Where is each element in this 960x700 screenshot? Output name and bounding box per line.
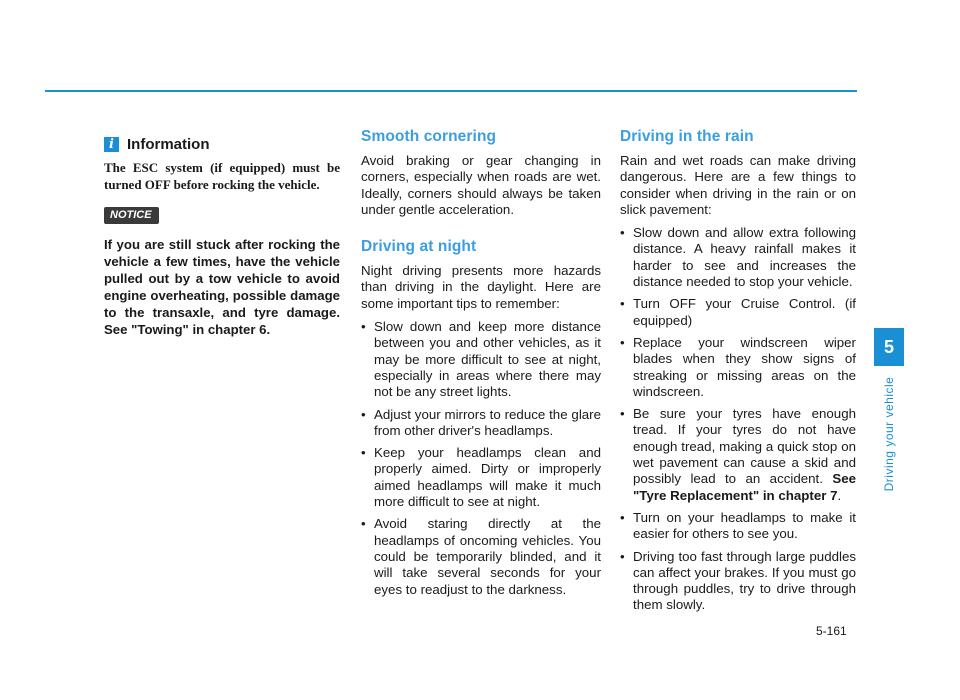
tyre-reference-period: . (837, 487, 842, 503)
smooth-cornering-paragraph: Avoid braking or gear changing in corners, especially when roads are wet. Ideally, corners should always be taken under gentle acceleration. (361, 153, 601, 217)
night-tips-list (361, 319, 601, 598)
notice-badge: NOTICE (104, 207, 159, 224)
notice-text: If you are still stuck after rocking the vehicle a few times, have the vehicle pulled out by a tow vehicle to avoid engine overheating, possible damage to the transaxle, and tyre damage. See "Towing" in chapter 6. (104, 237, 340, 337)
list-item: • Replace your windscreen wiper blades when they show signs of streaking or missing areas on the windscreen. (620, 335, 856, 400)
list-item: • Slow down and keep more distance between you and other vehicles, as it may be more difficult to see at night, especially in areas where there may not be any street lights. (361, 319, 601, 400)
list-item: • Avoid staring directly at the headlamps of oncoming vehicles. You could be temporarily blinded, and it will take several seconds for your eyes to readjust to the darkness. (361, 516, 601, 597)
driving-at-night-heading: Driving at night (361, 238, 477, 256)
rain-tips-list (620, 225, 856, 614)
middle-column (361, 128, 601, 604)
list-item: • Adjust your mirrors to reduce the glare from other driver's headlamps. (361, 407, 601, 440)
list-item: • Slow down and allow extra following distance. A heavy rainfall makes it harder to see and increases the distance needed to stop your vehicle. (620, 225, 856, 290)
chapter-title: Driving your vehicle (882, 376, 896, 492)
information-text: The ESC system (if equipped) must be turned OFF before rocking the vehicle. (104, 160, 340, 192)
right-column (620, 128, 856, 620)
left-column (104, 128, 340, 338)
list-item: • Turn OFF your Cruise Control. (if equipped) (620, 296, 856, 329)
driving-in-rain-intro: Rain and wet roads can make driving dangerous. Here are a few things to consider when driving in the rain or on slick pavement: (620, 153, 856, 217)
page-number: 5-161 (816, 624, 847, 638)
driving-in-rain-heading: Driving in the rain (620, 128, 754, 145)
list-item: • Keep your headlamps clean and properly aimed. Dirty or improperly aimed headlamps will make it much more difficult to see at night. (361, 445, 601, 510)
information-title: Information (127, 136, 210, 153)
information-header (104, 136, 340, 153)
tyre-replacement-reference: See "Tyre Replacement" in chapter 7 (633, 471, 856, 503)
driving-at-night-intro: Night driving presents more hazards than driving in the daylight. Here are some important tips to remember: (361, 263, 601, 311)
chapter-number-tab: 5 (874, 328, 904, 366)
list-item-tyres (620, 406, 856, 504)
smooth-cornering-heading: Smooth cornering (361, 128, 497, 145)
info-icon: i (104, 137, 119, 152)
list-item: • Turn on your headlamps to make it easier for others to see you. (620, 510, 856, 543)
list-item: • Driving too fast through large puddles can affect your brakes. If you must go through puddles, try to drive through them slowly. (620, 549, 856, 614)
header-rule (45, 90, 857, 92)
tyre-tread-text: Be sure your tyres have enough tread. If your tyres do not have enough tread, making a quick stop on wet pavement can cause a skid and possibly lead to an accident. (633, 406, 856, 487)
